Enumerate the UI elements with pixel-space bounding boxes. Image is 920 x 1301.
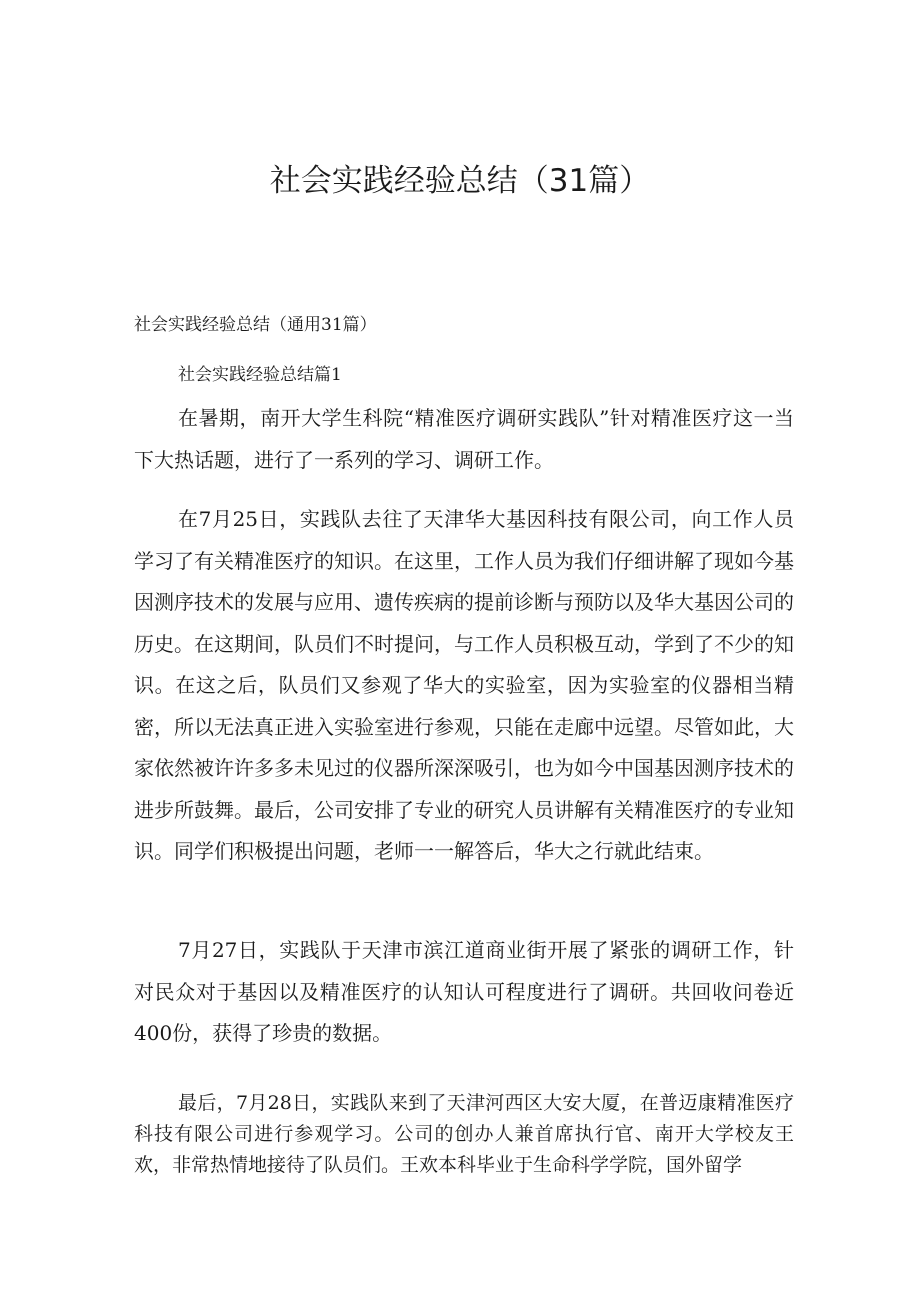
paragraph-survey: 7月27日，实践队于天津市滨江道商业街开展了紧张的调研工作，针对民众对于基因以及精准医疗的认知认可程度进行了调研。共回收问卷近400份，获得了珍贵的数据。 [134,938,794,1045]
paragraph-huada-visit: 在7月25日，实践队去往了天津华大基因科技有限公司，向工作人员学习了有关精准医疗的知识。在这里，工作人员为我们仔细讲解了现如今基因测序技术的发展与应用、遗传疾病的提前诊断与预防以及华大基因公司的历史。在这期间，队员们不时提问，与工作人员积极互动，学到了不少的知识。在这之后，队员们又参观了华大的实验室，因为实验室的仪器相当精密，所以无法真正进入实验室进行参观，只能在走廊中远望。尽管如此，大家依然被许许多多未见过的仪器所深深吸引，也为如今中国基因测序技术的进步所鼓舞。最后，公司安排了专业的研究人员讲解有关精准医疗的专业知识。同学们积极提出问题，老师一一解答后，华大之行就此结束。 [134,507,794,863]
section-heading: 社会实践经验总结篇1 [178,365,342,385]
paragraph-pumaikang-visit: 最后，7月28日，实践队来到了天津河西区大安大厦，在普迈康精准医疗科技有限公司进行参观学习。公司的创办人兼首席执行官、南开大学校友王欢，非常热情地接待了队员们。王欢本科毕业于生命科学学院，国外留学 [134,1092,794,1176]
document-subtitle: 社会实践经验总结（通用31篇） [134,315,377,335]
paragraph-intro: 在暑期，南开大学生科院“精准医疗调研实践队”针对精准医疗这一当下大热话题，进行了一系列的学习、调研工作。 [134,406,794,472]
document-title: 社会实践经验总结（31篇） [269,163,651,199]
